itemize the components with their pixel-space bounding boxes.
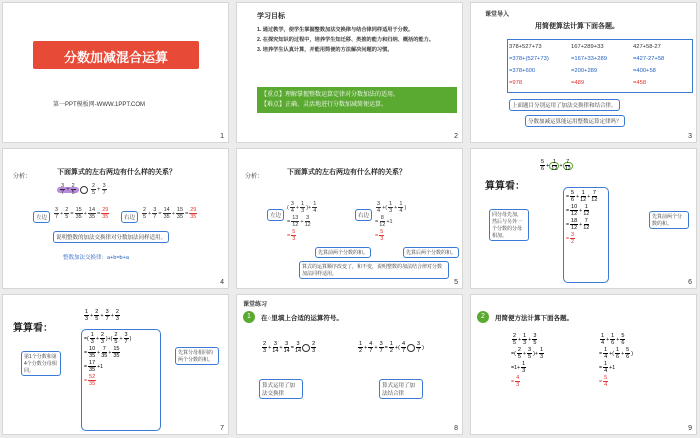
hint-right: 先算分母相同的两个分数的和。 <box>175 347 219 365</box>
hint-left: 第1个分数和第4个分数分母相同。 <box>21 351 61 376</box>
exercise-left: $\frac{2}{3}$ + $\frac{3}{14}$ + $\frac{3}{14}$ = $\frac{3}{14}$ $\frac{2}{3}$ <box>263 341 316 354</box>
right-label: 右边 <box>121 211 138 223</box>
section-title: 学习目标 <box>257 13 285 20</box>
right-label: 右边 <box>355 209 372 221</box>
slide-7[interactable] <box>2 294 229 435</box>
slide-9[interactable] <box>470 294 697 435</box>
analysis-tag: 分析： <box>13 174 32 180</box>
slide-title: 算算看： <box>485 181 525 192</box>
diff-label: 【难点】 <box>261 102 286 108</box>
slide-title: 分数加减混合运算 <box>63 50 168 65</box>
conclusion-2: 整数加法交换律：a+b=b+a <box>63 255 129 261</box>
step-1-badge: 1 <box>243 311 255 323</box>
compare-circle[interactable] <box>80 186 88 194</box>
slide-number: 4 <box>220 279 224 286</box>
key-label: 【重点】 <box>261 92 286 98</box>
slide-title: 用简便方法计算下面各题。 <box>495 315 573 322</box>
goal-2: 2. 在探究知识的过程中，培养学生知迁移、类推的能力和归纳、概括的能力。 <box>257 37 434 43</box>
slide-title: 下面算式的左右两边有什么样的关系？ <box>57 169 176 176</box>
slide-title: 用简便算法计算下面各题。 <box>535 23 619 30</box>
left-label: 左边 <box>267 209 284 221</box>
slide-4[interactable] <box>2 148 229 289</box>
left-calc: $\frac{3}{7}$ + $\frac{2}{5}$ = $\frac{15}{35}$ + $\frac{14}{35}$ = $\frac{29}{35}$ <box>55 207 109 220</box>
slide-number: 1 <box>220 133 224 140</box>
left-steps: ( $\frac{3}{4}$ + $\frac{1}{3}$ )+ $\frac{1}{4}$ = $\frac{13}{12}$ + $\frac{3}{12}$ = $\frac{5}{3}$ <box>287 201 317 243</box>
left-label: 左边 <box>33 211 50 223</box>
diff-text: 正确、灵活地进行分数加减简便运算。 <box>285 102 388 108</box>
goal-3: 3. 培养学生认真计算，并能用简便的方法解决问题的习惯。 <box>257 47 393 53</box>
slide-number: 2 <box>454 133 458 140</box>
question-2: 分数加减运算能运用整数运算定律吗？ <box>525 115 625 127</box>
slide-number: 8 <box>454 425 458 432</box>
exercise-grid: 378+527+73 167+289+33 427+58-27 =378+(527+73) =167+33+289 =427-27+58 =378+600 =200+289 =400+58 =978 =489 =458 <box>509 44 665 86</box>
lesson-tag: 课堂练习 <box>243 302 268 308</box>
equation: $\frac{3}{7}$ + $\frac{2}{5}$ $\frac{2}{5}$ + $\frac{3}{7}$ <box>57 183 108 196</box>
analysis-tag: 分析： <box>245 174 264 180</box>
slide-1[interactable] <box>2 2 229 143</box>
solution-left: $\frac{2}{5}$ + $\frac{1}{3}$ + $\frac{3}{5}$ =( $\frac{2}{5}$ + $\frac{3}{5}$ )+ $\frac{1}{3}$ =1+ $\frac{1}{3}$ = $\frac{4}{3}$ <box>511 333 543 389</box>
expression: $\frac{1}{3}$ + $\frac{2}{5}$ + $\frac{3}{7}$ + $\frac{2}{3}$ <box>85 309 119 322</box>
slide-number: 5 <box>454 279 458 286</box>
right-calc: $\frac{2}{5}$ + $\frac{3}{7}$ = $\frac{14}{35}$ + $\frac{15}{35}$ = $\frac{29}{35}$ <box>143 207 197 220</box>
slide-title: 在○里填上合适的运算符号。 <box>261 315 343 322</box>
bubble-right: 先算后两个分数的和。 <box>403 247 459 258</box>
slide-2[interactable] <box>236 2 463 143</box>
bubble-left: 先算前两个分数的和。 <box>315 247 371 258</box>
goals-list <box>257 25 457 55</box>
hint-left: 同分母先加，然后与另外一个分数的分母相加。 <box>489 209 529 241</box>
conclusion: 算式的运算顺序改变了，和不变，说明整数的加法结合律对分数加法同样适用。 <box>299 261 449 279</box>
steps-box: = $\frac{5}{6}$ + $\frac{1}{12}$ + $\frac{7}{12}$ = $\frac{10}{12}$ + $\frac{1}{12}$ = $\frac{18}{12}$ + $\frac{7}{12}$ = $\frac{3}{2}$ <box>563 187 609 283</box>
slide-title: 算算看： <box>13 323 53 334</box>
slide-number: 9 <box>688 425 692 432</box>
solution-right: $\frac{1}{4}$ + $\frac{1}{6}$ + $\frac{5}{6}$ = $\frac{1}{4}$ +( $\frac{1}{6}$ + $\frac{5}{6}$ ) = $\frac{1}{4}$ +1 = $\frac{5}{4}$ <box>599 333 633 389</box>
exercise-right: $\frac{1}{2}$ + $\frac{4}{7}$ + $\frac{3}{7}$ = $\frac{1}{2}$ +( $\frac{4}{7}$ $\frac{3}{7}$ ) <box>359 341 424 354</box>
key-points-box <box>257 87 457 113</box>
slide-number: 6 <box>688 279 692 286</box>
slide-5[interactable] <box>236 148 463 289</box>
lesson-tag: 课堂导入 <box>485 12 510 18</box>
expression: $\frac{5}{6}$ + $\frac{1}{12}$ + $\frac{7}{12}$ <box>541 159 571 172</box>
step-2-badge: 2 <box>477 311 489 323</box>
site-label: 第一PPT模板网-WWW.1PPT.COM <box>53 102 145 108</box>
slide-title: 下面算式的左右两边有什么样的关系？ <box>287 169 406 176</box>
slide-number: 3 <box>688 133 692 140</box>
slide-6[interactable] <box>470 148 697 289</box>
slide-8[interactable] <box>236 294 463 435</box>
note-commutative: 算式运用了加法交换律 <box>259 379 303 399</box>
hint-right: 先算前两个分数的和。 <box>649 211 689 229</box>
question-1: 上面题目分别运用了加法交换律和结合律。 <box>509 99 620 111</box>
steps-box: =( $\frac{1}{3}$ + $\frac{2}{3}$ )+( $\frac{2}{5}$ + $\frac{3}{7}$ ) = $\frac{10}{35}$ + $\frac{7}{35}$ + $\frac{15}{35}$ = $\frac{17}{35}$ +1 = $\frac{52}{35}$ <box>81 329 161 431</box>
note-associative: 算式运用了加法结合律 <box>379 379 423 399</box>
right-steps: $\frac{3}{4}$ +( $\frac{1}{3}$ + $\frac{1}{4}$ ) = $\frac{8}{12}$ +1 = $\frac{5}{3}$ <box>375 201 407 243</box>
conclusion-1: 说明整数的加法交换律对分数加法同样适用。 <box>53 231 169 243</box>
key-text: 理解掌握整数运算定律对分数加法的适用。 <box>285 92 400 98</box>
goal-1: 1. 通过教学，使学生掌握整数加法交换律与结合律同样适用于分数。 <box>257 27 414 33</box>
slide-3[interactable] <box>470 2 697 143</box>
slide-number: 7 <box>220 425 224 432</box>
